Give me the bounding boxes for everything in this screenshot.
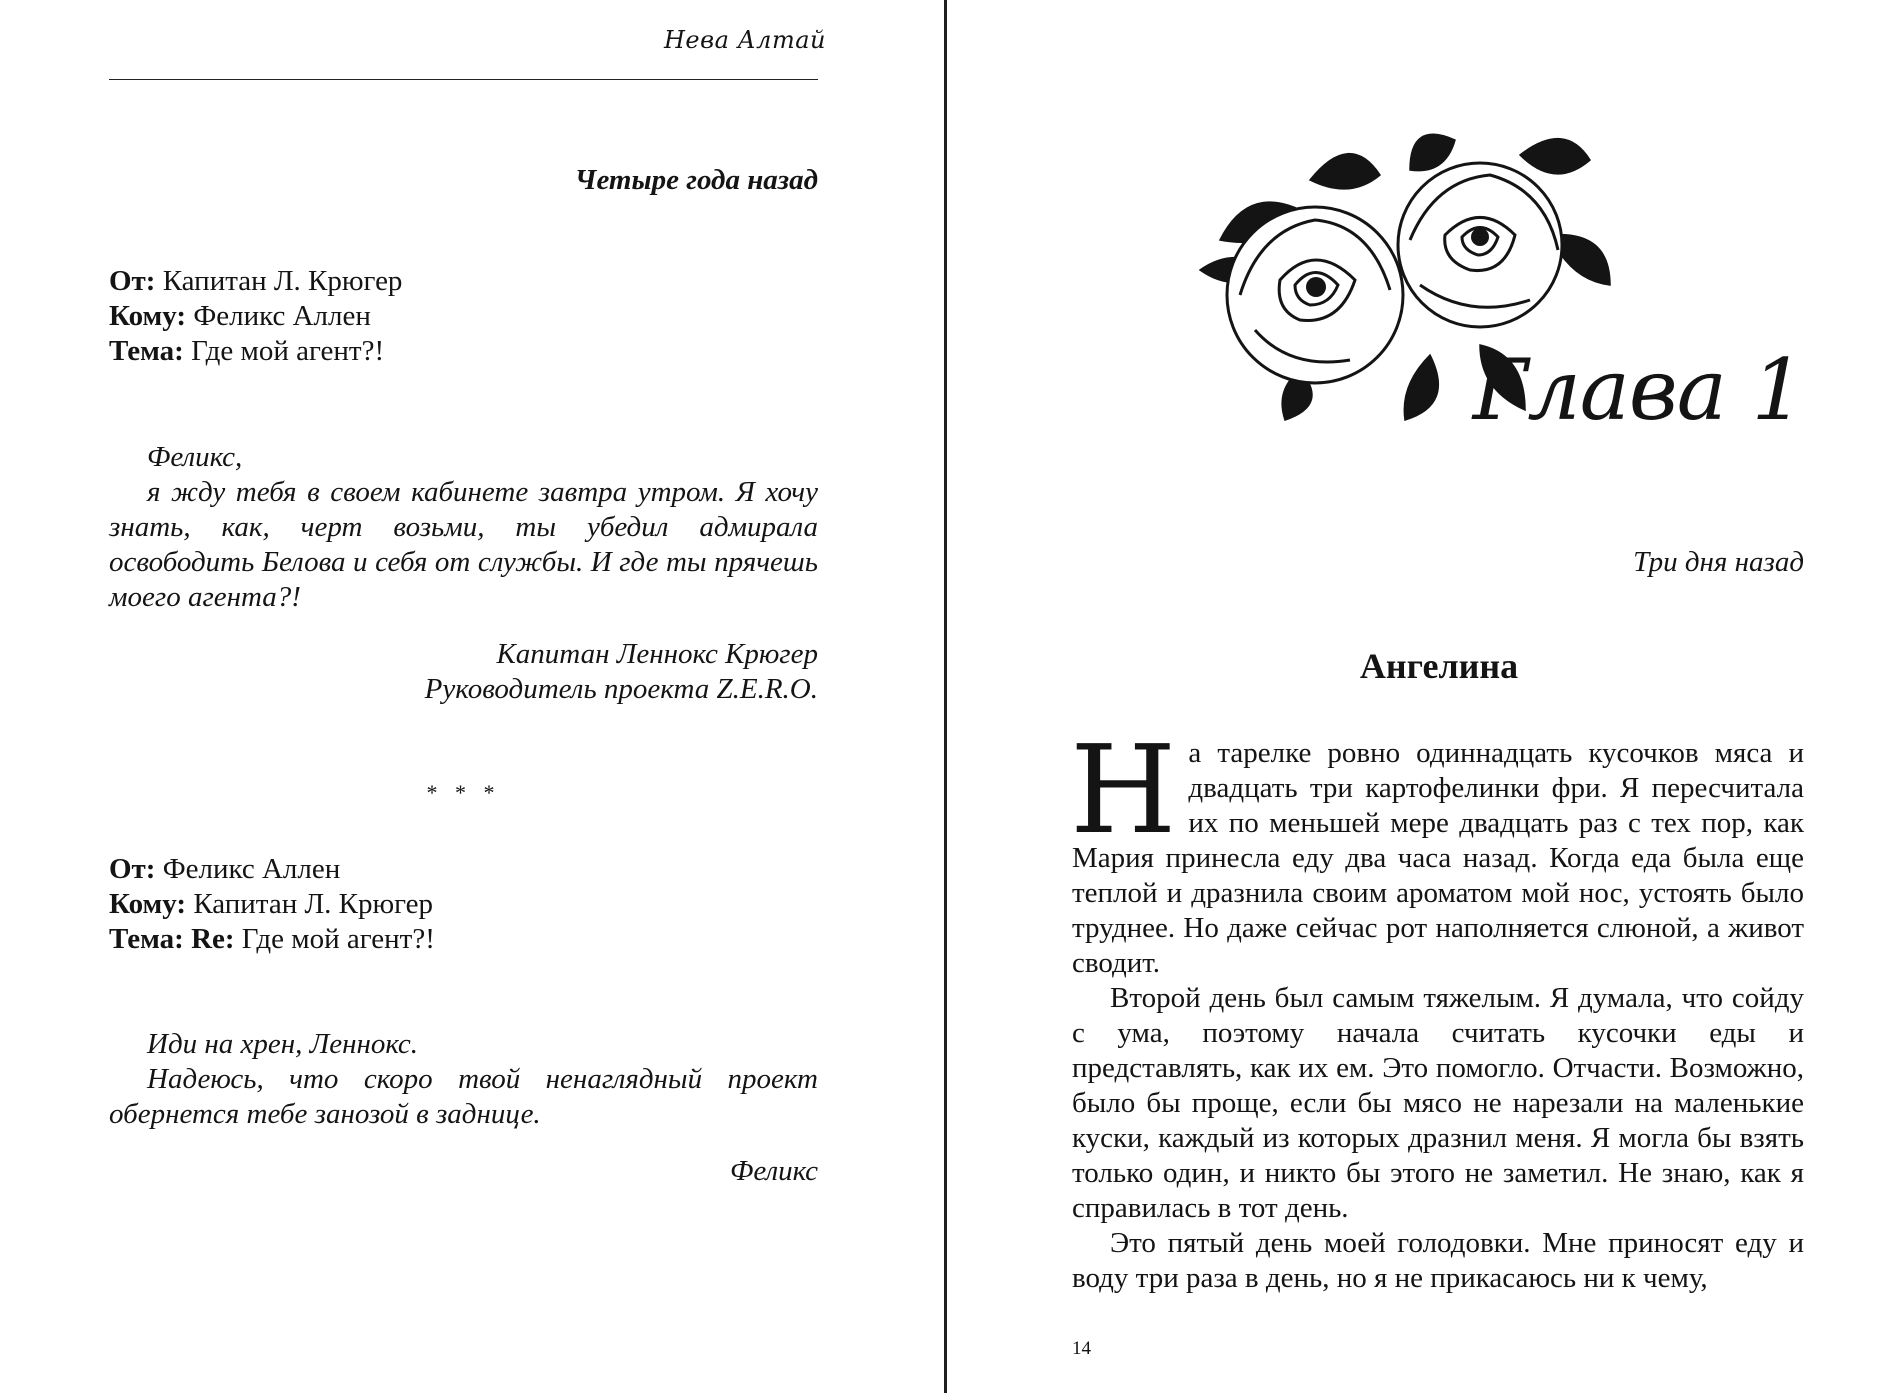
letter-body-1 <box>109 440 818 615</box>
subject-label: Тема: Re: <box>109 923 235 955</box>
letter-line: Иди на хрен, Леннокс. <box>147 1028 418 1060</box>
right-page <box>948 0 1880 1393</box>
page-number: 14 <box>1072 1338 1091 1359</box>
memo-to-line <box>109 887 818 922</box>
to-label: Кому: <box>109 300 187 332</box>
chapter-body <box>1070 719 1804 1296</box>
from-value: Феликс Аллен <box>162 853 341 885</box>
from-label: От: <box>109 853 156 885</box>
header-rule <box>109 79 818 80</box>
memo-subject-line <box>109 334 818 369</box>
letter-signature-2: Феликс <box>730 1155 818 1187</box>
signature-name: Капитан Леннокс Крюгер <box>496 638 818 670</box>
to-value: Феликс Аллен <box>193 300 371 332</box>
body-paragraph: Второй день был самым тяжелым. Я думала, что сойду с ума, поэтому начала считать кусочки еды и представлять, как их ем. Это помогло. Отчасти. Возможно, было бы проще, если бы мясо не нарезали на маленькие куски, каждый из которых дразнил меня. Я могла бы взять только один, и никто бы этого не заметил. Не знаю, как я справилась в тот день. <box>1072 982 1804 1224</box>
section-separator: * * * <box>426 780 501 805</box>
memo-from-line <box>109 852 818 887</box>
paragraph-text: а тарелке ровно одиннадцать кусочков мяса и двадцать три картофелинки фри. Я пересчитала их по меньшей мере двадцать раз с тех пор, как Мария принесла еду два часа назад. Когда еда была еще теплой и дразнила своим ароматом мой нос, устоять было труднее. Но даже сейчас рот наполняется слюной, а живот сводит. <box>1072 737 1804 979</box>
subject-value: Где мой агент?! <box>191 335 385 367</box>
memo-header-2 <box>109 852 818 957</box>
running-header-author: Нева Алтай <box>663 26 826 54</box>
memo-from-line <box>109 264 818 299</box>
letter-greeting: Феликс, <box>147 441 243 473</box>
letter-paragraph: я жду тебя в своем кабинете завтра утром. Я хочу знать, как, черт возьми, ты убедил адмирала освободить Белова и себя от службы. И где ты прячешь моего агента?! <box>109 476 818 613</box>
chapter-title: Глава 1 <box>1472 341 1804 439</box>
subject-label: Тема: <box>109 335 184 367</box>
to-label: Кому: <box>109 888 187 920</box>
from-label: От: <box>109 265 156 297</box>
from-value: Капитан Л. Крюгер <box>162 265 403 297</box>
letter-paragraph: Надеюсь, что скоро твой ненаглядный проект обернется тебе занозой в заднице. <box>109 1063 818 1130</box>
book-spine <box>944 0 947 1393</box>
signature-title: Руководитель проекта Z.E.R.O. <box>424 673 818 705</box>
time-heading: Четыре года назад <box>574 164 818 196</box>
pov-character-heading: Ангелина <box>1359 646 1519 686</box>
time-heading: Три дня назад <box>1633 546 1804 578</box>
body-paragraph: Это пятый день моей голодовки. Мне приносят еду и воду три раза в день, но я не прикасаюсь ни к чему, <box>1072 1227 1804 1294</box>
memo-subject-line <box>109 922 818 957</box>
subject-value: Где мой агент?! <box>241 923 435 955</box>
memo-header-1 <box>109 264 818 369</box>
drop-cap: Н <box>1070 719 1177 861</box>
to-value: Капитан Л. Крюгер <box>193 888 434 920</box>
letter-signature-1 <box>109 637 818 707</box>
body-paragraph <box>1070 719 1804 981</box>
letter-body-2 <box>109 1027 818 1132</box>
memo-to-line <box>109 299 818 334</box>
